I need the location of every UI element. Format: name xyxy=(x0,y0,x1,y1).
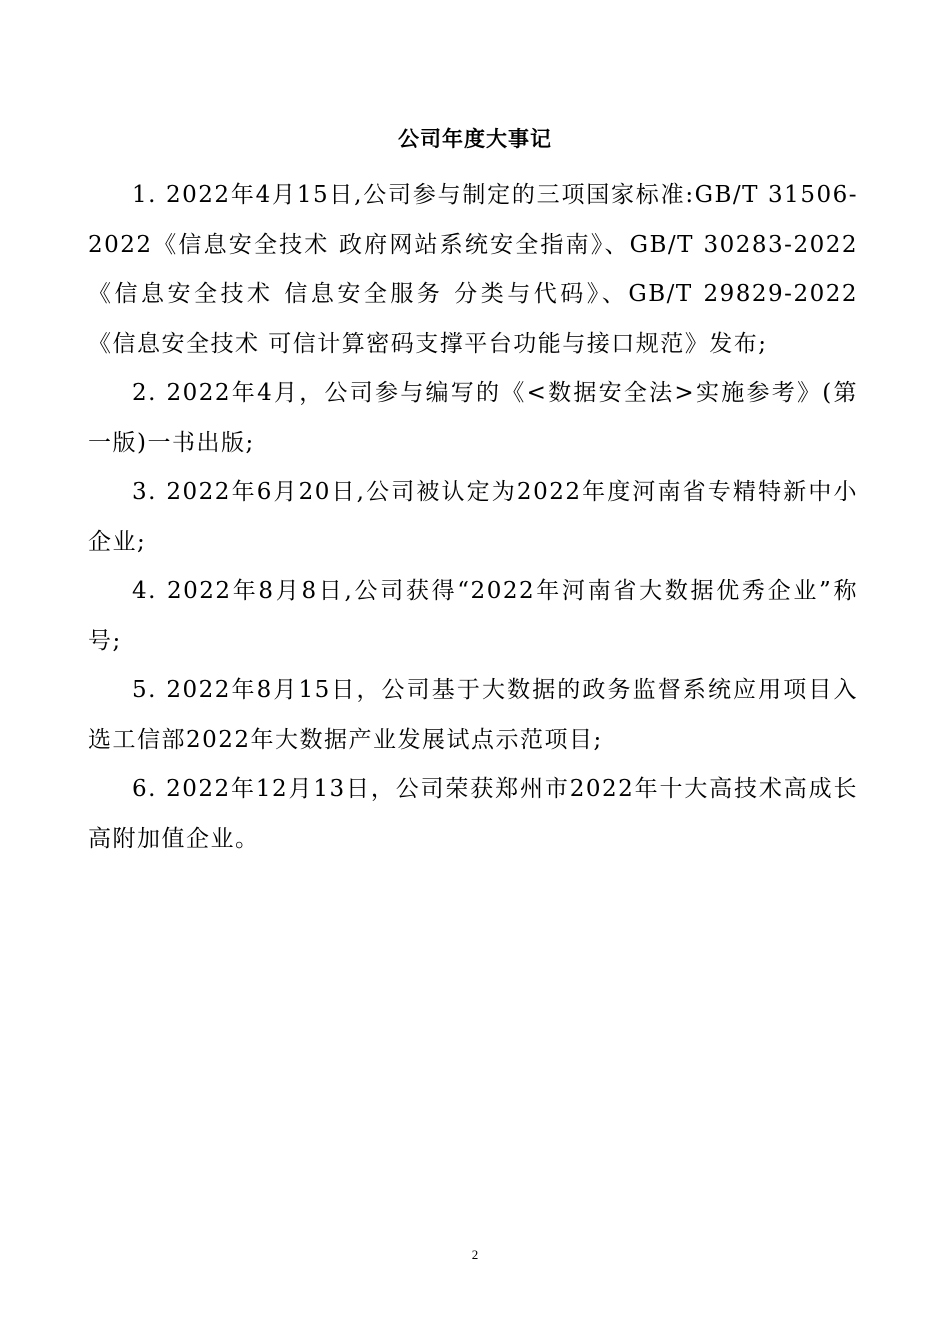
event-item-1: 1. 2022年4月15日,公司参与制定的三项国家标准:GB/T 31506-2022《信息安全技术 政府网站系统安全指南》、GB/T 30283-2022《信息安全技术 信息安全服务 分类与代码》、GB/T 29829-2022《信息安全技术 可信计算密码支撑平台功能与接口规范》发布; xyxy=(88,182,858,357)
event-list xyxy=(88,171,858,864)
event-item-4: 4. 2022年8月8日,公司获得“2022年河南省大数据优秀企业”称号; xyxy=(88,578,858,654)
event-item-5: 5. 2022年8月15日，公司基于大数据的政务监督系统应用项目入选工信部2022年大数据产业发展试点示范项目; xyxy=(88,677,858,753)
event-item-2: 2. 2022年4月，公司参与编写的《<数据安全法>实施参考》(第一版)一书出版; xyxy=(88,380,858,456)
page-title: 公司年度大事记 xyxy=(398,127,552,151)
event-item-6: 6. 2022年12月13日，公司荣获郑州市2022年十大高技术高成长高附加值企业。 xyxy=(88,776,858,852)
page-number: 2 xyxy=(471,1247,479,1262)
event-item-3: 3. 2022年6月20日,公司被认定为2022年度河南省专精特新中小企业; xyxy=(88,479,858,555)
